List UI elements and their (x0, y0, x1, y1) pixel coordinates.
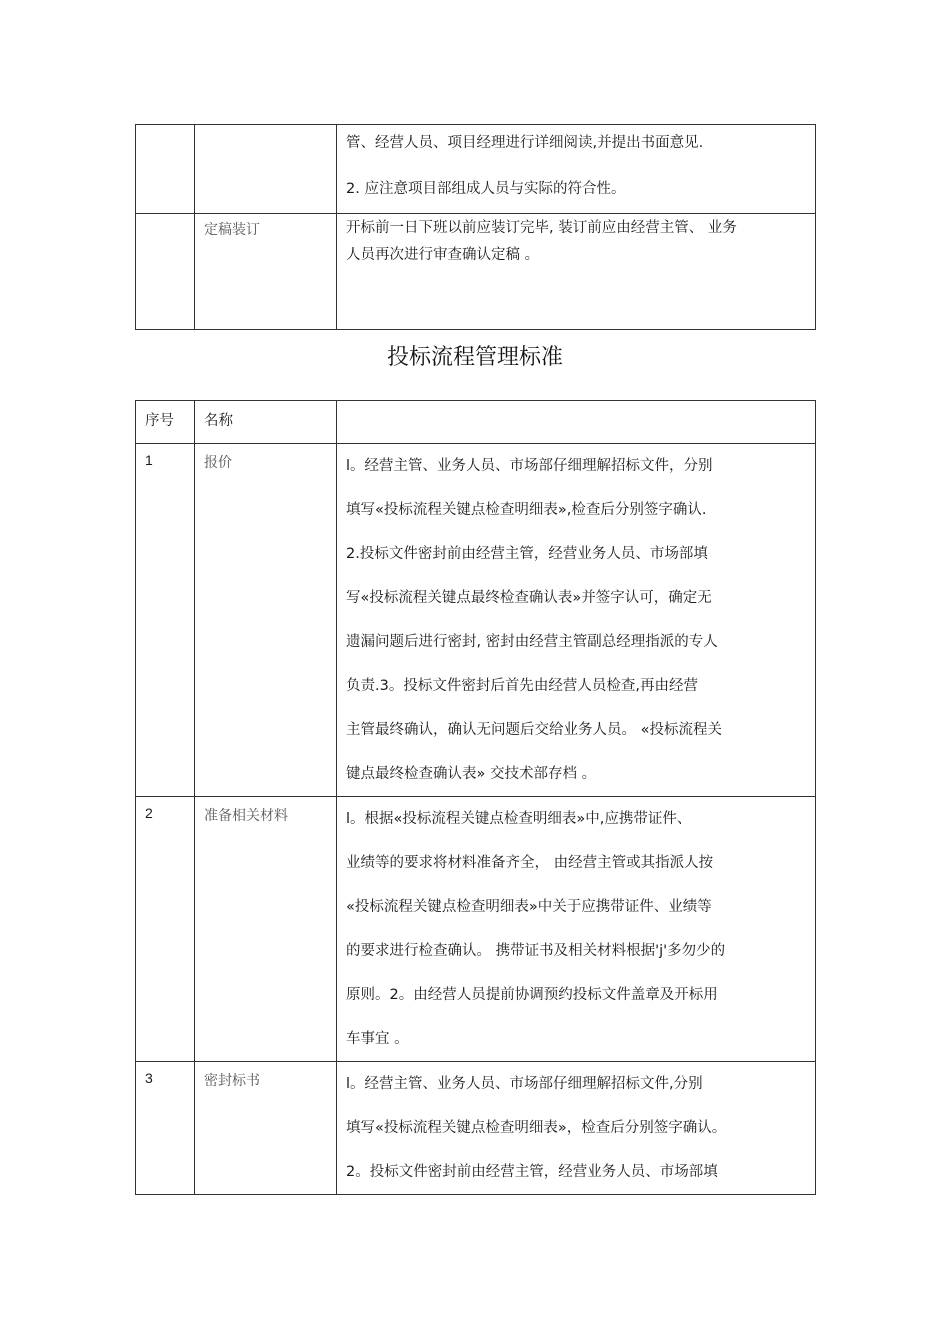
main-table (135, 400, 816, 1195)
content-line: 业绩等的要求将材料准备齐全， 由经营主管或其指派人按 (346, 855, 714, 871)
content-line: 车事宜 。 (346, 1031, 409, 1047)
content-line: 键点最终检查确认表» 交技术部存档 。 (346, 766, 597, 782)
table-row (136, 214, 816, 330)
name-cell (195, 125, 337, 214)
content-line: 2。投标文件密封前由经营主管，经营业务人员、市场部填 (346, 1164, 718, 1180)
header-seq: 序号 (136, 401, 195, 444)
seq-cell (136, 444, 195, 797)
content-line: 负责.3。投标文件密封后首先由经营人员检查,再由经营 (346, 678, 698, 694)
name-cell (195, 444, 337, 797)
row-seq: 2 (145, 805, 153, 821)
seq-cell (136, 797, 195, 1062)
row-name: 定稿装订 (204, 222, 260, 238)
row-name: 报价 (204, 455, 232, 471)
row-name: 密封标书 (204, 1073, 260, 1089)
document-title: 投标流程管理标准 (386, 345, 563, 370)
content-line: 填写«投标流程关键点检查明细表»,检查后分别签字确认. (346, 502, 707, 518)
content-line: 主管最终确认，确认无问题后交给业务人员。 «投标流程关 (346, 722, 722, 738)
content-line: 的要求进行检查确认。 携带证书及相关材料根据'j'多勿少的 (346, 943, 726, 959)
content-line: 开标前一日下班以前应装订完毕, 装订前应由经营主管、 业务 (346, 220, 737, 236)
seq-cell (136, 214, 195, 330)
header-content (337, 401, 816, 444)
content-cell (337, 214, 816, 330)
content-line: 人员再次进行审查确认定稿 。 (346, 247, 540, 263)
seq-cell (136, 125, 195, 214)
content-line: 2.投标文件密封前由经营主管，经营业务人员、市场部填 (346, 546, 708, 562)
table-row (136, 1062, 816, 1195)
continued-table (135, 124, 816, 330)
content-line: l。经营主管、业务人员、市场部仔细理解招标文件,分别 (346, 1076, 703, 1092)
content-line: l。根据«投标流程关键点检查明细表»中,应携带证件、 (346, 811, 692, 827)
content-line: l。经营主管、业务人员、市场部仔细理解招标文件，分别 (346, 458, 713, 474)
content-line: 2. 应注意项目部组成人员与实际的符合性。 (346, 181, 626, 197)
table-row (136, 125, 816, 214)
header-name: 名称 (195, 401, 337, 444)
content-line: 遗漏问题后进行密封, 密封由经营主管副总经理指派的专人 (346, 634, 718, 650)
content-line: 写«投标流程关键点最终检查确认表»并签字认可，确定无 (346, 590, 712, 606)
content-cell (337, 444, 816, 797)
table-row (136, 444, 816, 797)
content-line: 原则。2。由经营人员提前协调预约投标文件盖章及开标用 (346, 987, 718, 1003)
header-row (136, 401, 816, 444)
name-cell (195, 1062, 337, 1195)
row-seq: 1 (145, 452, 153, 468)
content-cell (337, 125, 816, 214)
name-cell (195, 797, 337, 1062)
row-seq: 3 (145, 1070, 153, 1086)
content-line: 管、经营人员、项目经理进行详细阅读,并提出书面意见. (346, 135, 704, 151)
content-line: 填写«投标流程关键点检查明细表»，检查后分别签字确认。 (346, 1120, 727, 1136)
table-row (136, 797, 816, 1062)
seq-cell (136, 1062, 195, 1195)
row-name: 准备相关材料 (204, 808, 288, 824)
content-cell (337, 797, 816, 1062)
content-line: «投标流程关键点检查明细表»中关于应携带证件、业绩等 (346, 899, 712, 915)
name-cell (195, 214, 337, 330)
content-cell (337, 1062, 816, 1195)
